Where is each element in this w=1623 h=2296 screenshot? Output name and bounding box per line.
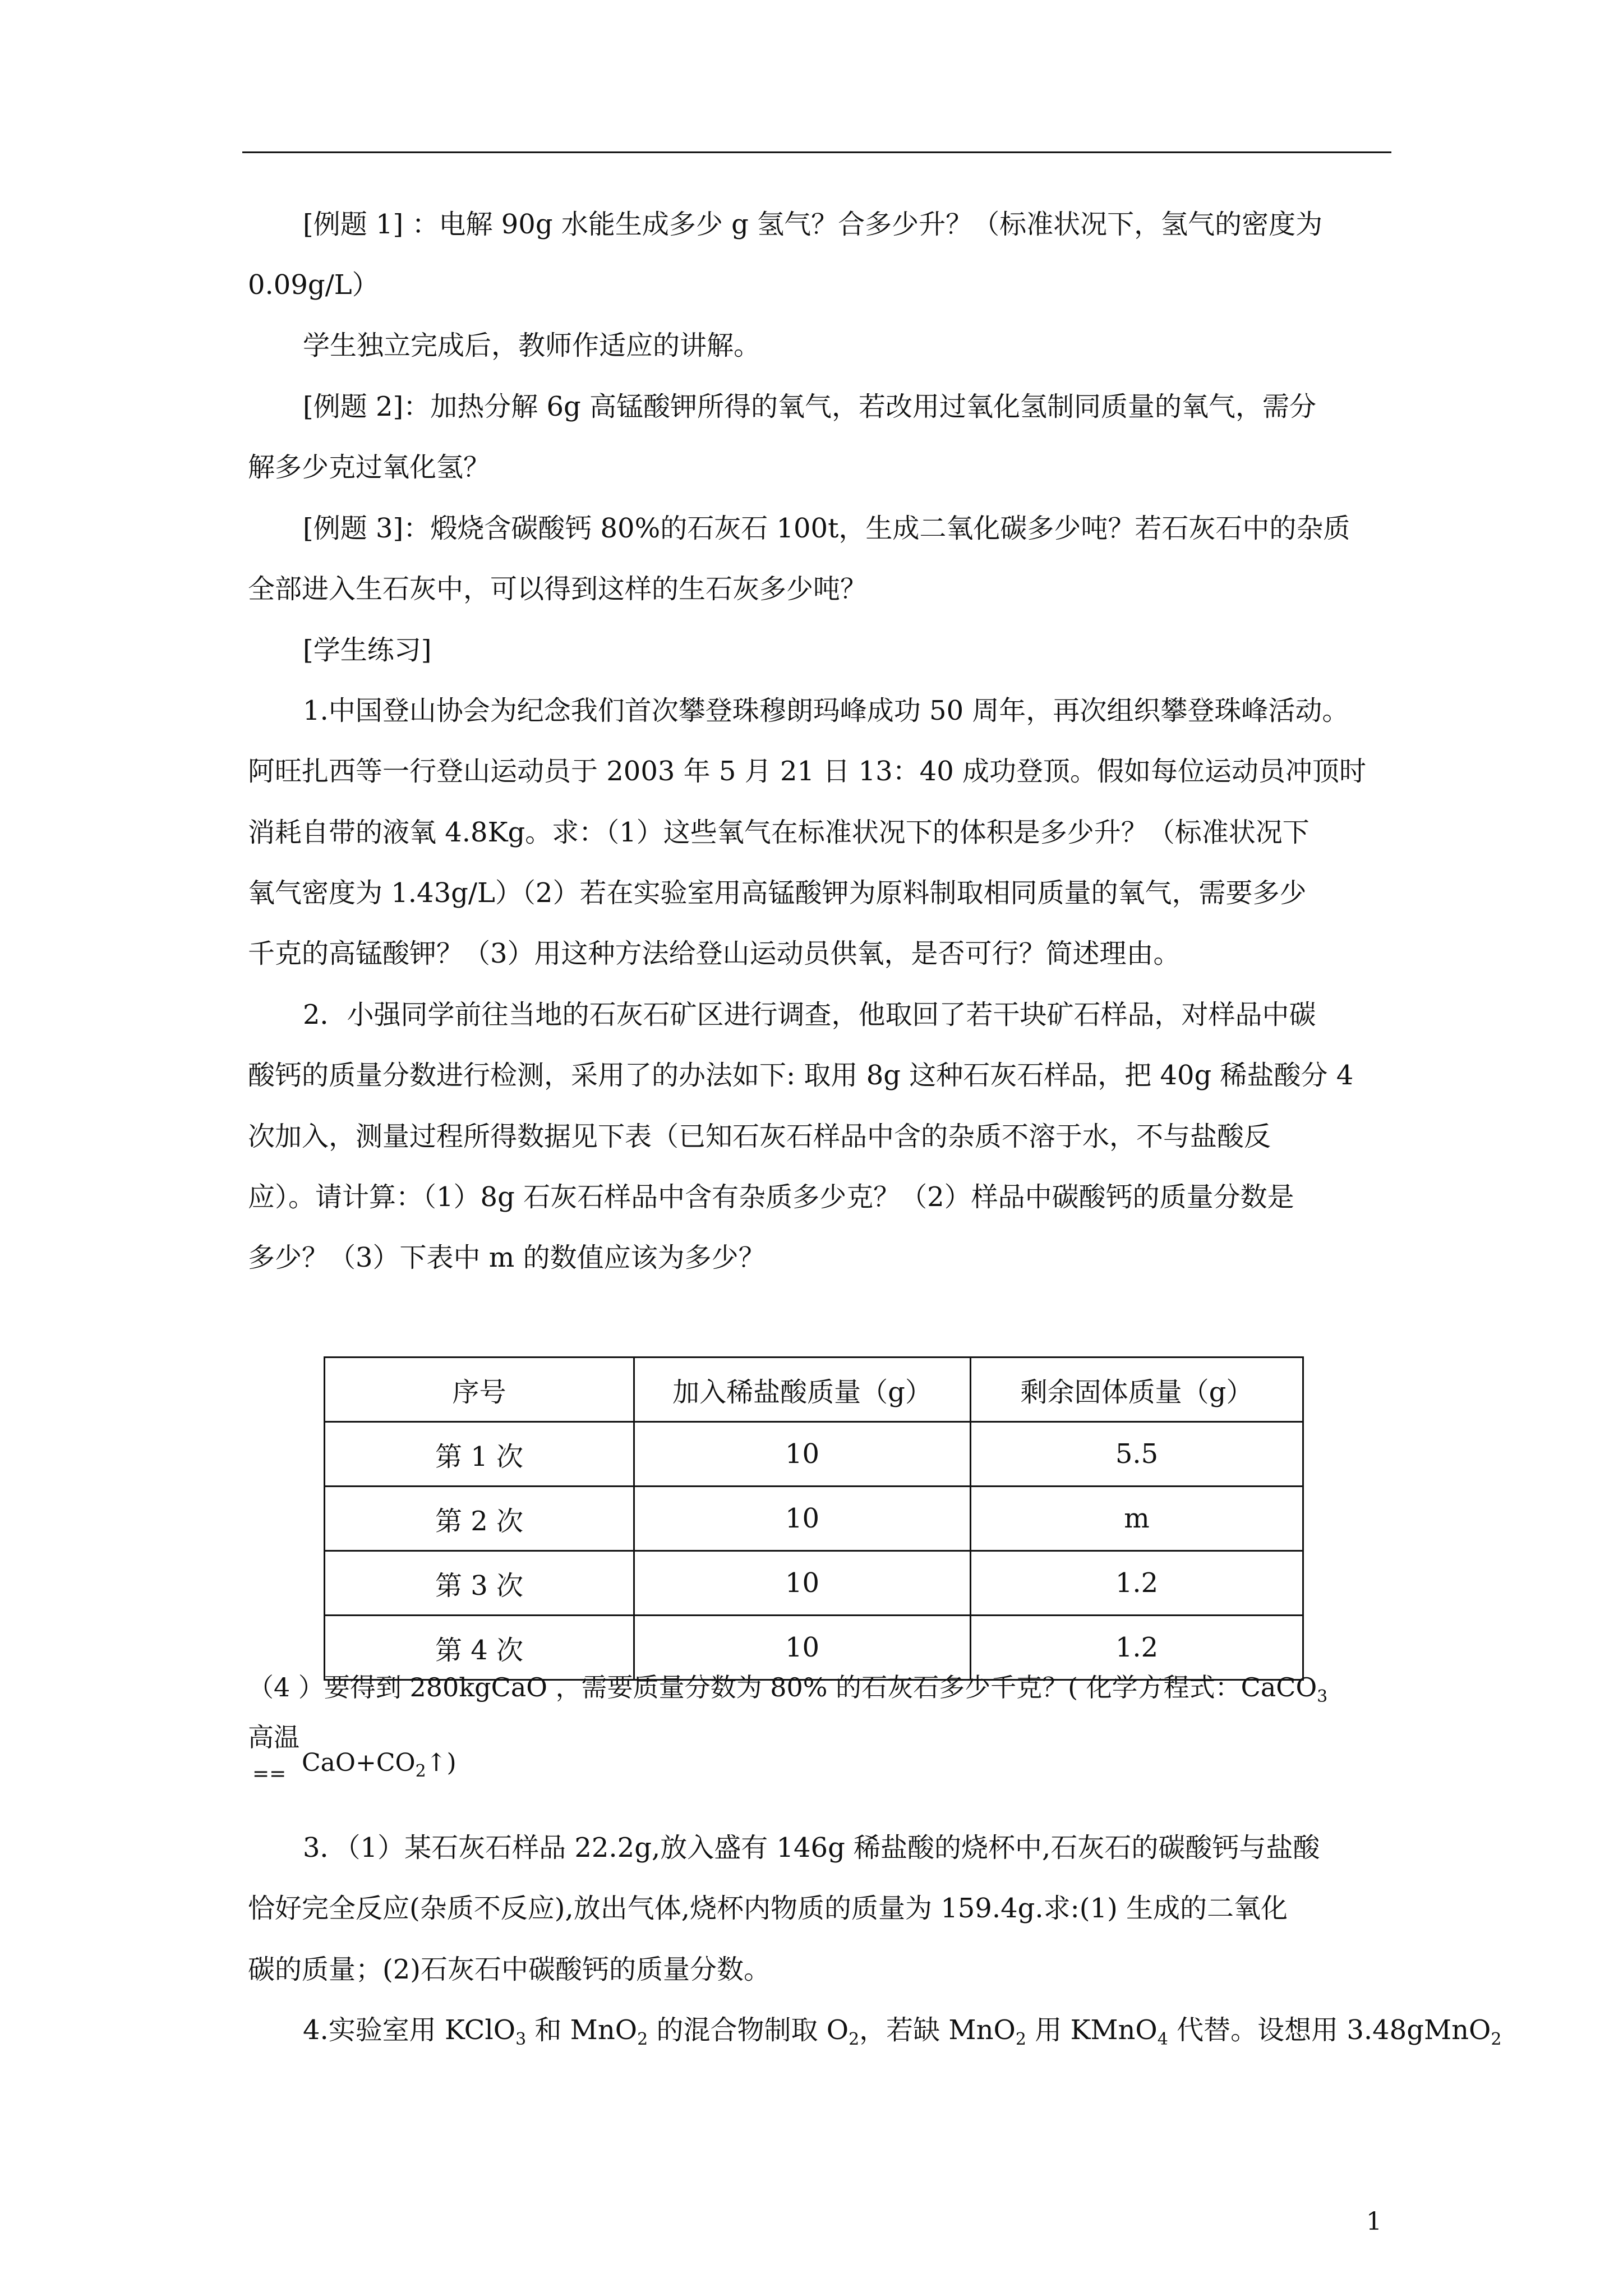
table-cell: 10	[634, 1551, 971, 1616]
table-cell: 10	[634, 1422, 971, 1487]
table-row	[325, 1487, 1303, 1551]
q2-line3: 次加入，测量过程所得数据见下表（已知石灰石样品中含的杂质不溶于水，不与盐酸反	[248, 1121, 1271, 1152]
q3-line3: 碳的质量；(2)石灰石中碳酸钙的质量分数。	[248, 1954, 771, 1985]
table-header-row	[325, 1358, 1303, 1422]
q1-line2: 阿旺扎西等一行登山运动员于 2003 年 5 月 21 日 13：40 成功登顶。假如每位运动员冲顶时	[248, 756, 1366, 787]
reaction-condition: 高温	[248, 1722, 299, 1752]
products-text: CaO+CO	[302, 1749, 416, 1777]
practice-heading: [学生练习]	[303, 634, 432, 666]
table-row	[325, 1551, 1303, 1616]
teacher-note: 学生独立完成后，教师作适应的讲解。	[303, 330, 761, 361]
table-cell: 第 3 次	[325, 1551, 634, 1616]
q4-text: ，若缺 MnO	[859, 2014, 1016, 2046]
data-table	[324, 1356, 1304, 1681]
table-cell: 10	[634, 1487, 971, 1551]
q1-line3: 消耗自带的液氧 4.8Kg。求：（1）这些氧气在标准状况下的体积是多少升？（标准状况下	[248, 817, 1310, 848]
header-cell: 剩余固体质量（g）	[971, 1358, 1303, 1422]
table-cell: 第 2 次	[325, 1487, 634, 1551]
q4-sub: 2	[1491, 2030, 1502, 2049]
reaction-arrow: ==	[252, 1763, 287, 1786]
table-row	[325, 1422, 1303, 1487]
q4-line1	[303, 2013, 1501, 2047]
q4-sub: 4	[1157, 2030, 1168, 2049]
q2-part4-line	[248, 1671, 1327, 1704]
q4-text: 和 MnO	[526, 2014, 638, 2046]
example1-line1: [例题 1] ：电解 90g 水能生成多少 g 氢气？合多少升？（标准状况下，氢气的密度为	[303, 209, 1323, 240]
example2-line1: [例题 2]：加热分解 6g 高锰酸钾所得的氧气，若改用过氧化氢制同质量的氧气，需分	[303, 391, 1317, 422]
q2-line5: 多少？（3）下表中 m 的数值应该为多少？	[248, 1242, 766, 1273]
page-number: 1	[1366, 2207, 1382, 2236]
q3-line2: 恰好完全反应(杂质不反应),放出气体,烧杯内物质的质量为 159.4g.求:(1) 生成的二氧化	[248, 1893, 1288, 1924]
table-cell: 10	[634, 1616, 971, 1680]
q4-sub: 2	[637, 2030, 648, 2049]
products-sub: 2	[415, 1761, 426, 1781]
header-cell: 序号	[325, 1358, 634, 1422]
table-cell: m	[971, 1487, 1303, 1551]
reaction-products	[302, 1749, 457, 1781]
q2-part4-sub: 3	[1317, 1687, 1328, 1706]
example3-line2: 全部进入生石灰中，可以得到这样的生石灰多少吨？	[248, 573, 868, 605]
header-cell: 加入稀盐酸质量（g）	[634, 1358, 971, 1422]
q2-part4-text: （4 ）要得到 280kgCaO ，需要质量分数为 80% 的石灰石多少千克？( 化学方程式：CaCO	[248, 1672, 1317, 1703]
table-cell: 第 4 次	[325, 1616, 634, 1680]
q4-text: 的混合物制取 O	[648, 2014, 849, 2046]
header-rule	[242, 151, 1391, 153]
q1-line1: 1.中国登山协会为纪念我们首次攀登珠穆朗玛峰成功 50 周年，再次组织攀登珠峰活动。	[303, 695, 1349, 726]
q4-text: 代替。设想用 3.48gMnO	[1168, 2014, 1491, 2046]
example1-line2: 0.09g/L）	[248, 269, 379, 301]
q4-sub: 3	[515, 2030, 527, 2049]
q1-line5: 千克的高锰酸钾？（3）用这种方法给登山运动员供氧，是否可行？简述理由。	[248, 938, 1181, 969]
q2-line4: 应）。请计算：（1）8g 石灰石样品中含有杂质多少克？（2）样品中碳酸钙的质量分数是	[248, 1181, 1294, 1213]
q4-sub: 2	[1015, 2030, 1026, 2049]
table-cell: 5.5	[971, 1422, 1303, 1487]
q4-text: 4.实验室用 KClO	[303, 2014, 516, 2046]
q3-line1: 3．（1）某石灰石样品 22.2g,放入盛有 146g 稀盐酸的烧杯中,石灰石的碳酸钙与盐酸	[303, 1832, 1320, 1864]
table-cell: 第 1 次	[325, 1422, 634, 1487]
table-cell: 1.2	[971, 1551, 1303, 1616]
table-cell: 1.2	[971, 1616, 1303, 1680]
q2-line1: 2．小强同学前往当地的石灰石矿区进行调查，他取回了若干块矿石样品，对样品中碳	[303, 999, 1316, 1030]
example2-line2: 解多少克过氧化氢？	[248, 452, 491, 483]
q4-sub: 2	[849, 2030, 860, 2049]
products-end: ↑)	[426, 1749, 457, 1777]
q2-line2: 酸钙的质量分数进行检测，采用了的办法如下: 取用 8g 这种石灰石样品，把 40g 稀盐酸分 4	[248, 1060, 1354, 1091]
q4-text: 用 KMnO	[1026, 2014, 1158, 2046]
q1-line4: 氧气密度为 1.43g/L）（2）若在实验室用高锰酸钾为原料制取相同质量的氧气，需要多少	[248, 877, 1307, 909]
example3-line1: [例题 3]：煅烧含碳酸钙 80%的石灰石 100t，生成二氧化碳多少吨？若石灰石中的杂质	[303, 513, 1350, 544]
